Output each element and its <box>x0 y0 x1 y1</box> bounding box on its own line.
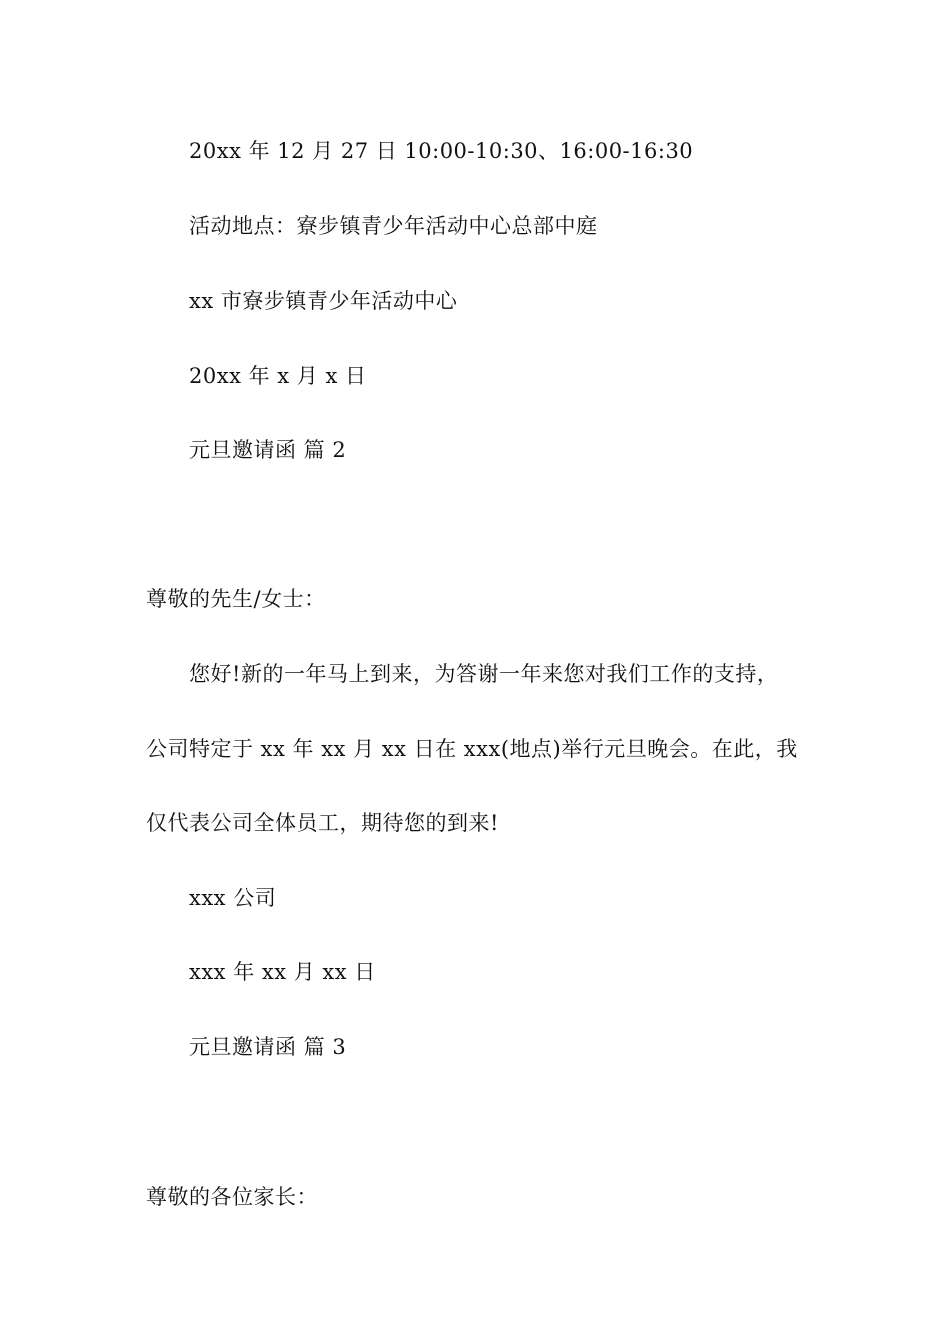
signature-date: 20xx 年 x 月 x 日 <box>189 364 367 388</box>
company-signature: xxx 公司 <box>189 886 277 910</box>
event-time-line: 20xx 年 12 月 27 日 10:00-10:30、16:00-16:30 <box>189 139 694 163</box>
body-paragraph-line-1: 您好!新的一年马上到来，为答谢一年来您对我们工作的支持， <box>189 662 779 686</box>
salutation-parents: 尊敬的各位家长： <box>146 1185 318 1209</box>
section-heading-3: 元旦邀请函 篇 3 <box>189 1035 347 1059</box>
company-signature-date: xxx 年 xx 月 xx 日 <box>189 960 376 984</box>
organizer-signature: xx 市寮步镇青少年活动中心 <box>189 289 458 313</box>
section-heading-2: 元旦邀请函 篇 2 <box>189 438 347 462</box>
event-location-line: 活动地点：寮步镇青少年活动中心总部中庭 <box>189 214 598 238</box>
salutation-sir-madam: 尊敬的先生/女士： <box>146 587 326 611</box>
body-paragraph-line-2: 公司特定于 xx 年 xx 月 xx 日在 xxx(地点)举行元旦晚会。在此，我 <box>146 737 798 761</box>
body-paragraph-line-3: 仅代表公司全体员工，期待您的到来! <box>146 811 499 835</box>
